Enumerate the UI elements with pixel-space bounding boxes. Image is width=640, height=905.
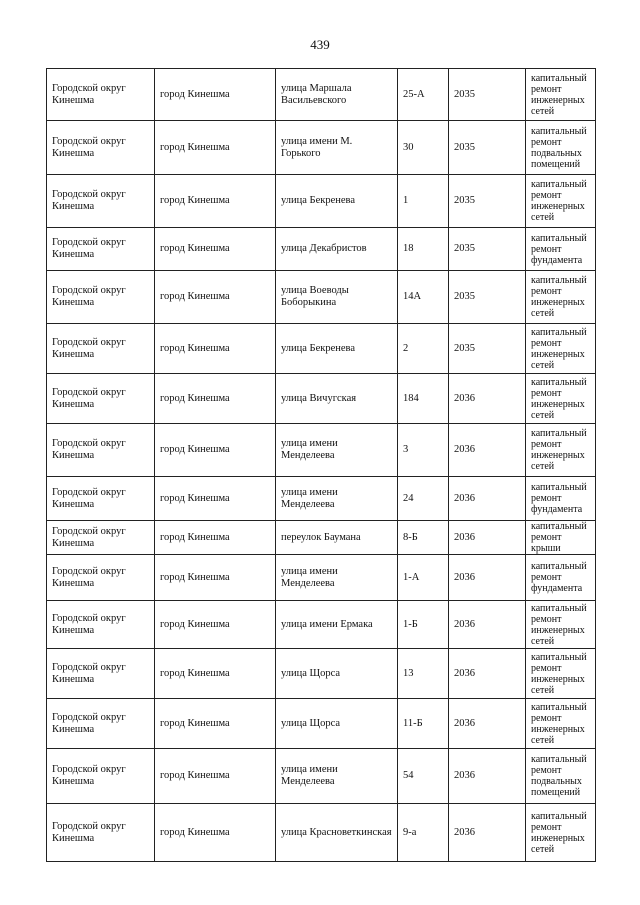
table-row (47, 804, 596, 862)
table-row (47, 424, 596, 477)
table-row (47, 175, 596, 228)
cell-work-type: капитальный ремонт инженерных сетей (526, 649, 596, 699)
table-row (47, 649, 596, 699)
cell-locality: город Кинешма (155, 374, 276, 424)
cell-year: 2035 (449, 228, 526, 271)
cell-work-type: капитальный ремонт фундамента (526, 555, 596, 601)
cell-house-number: 1 (398, 175, 449, 228)
cell-house-number: 2 (398, 324, 449, 374)
table-row (47, 601, 596, 649)
cell-locality: город Кинешма (155, 649, 276, 699)
cell-work-type: капитальный ремонт инженерных сетей (526, 374, 596, 424)
table-row (47, 477, 596, 521)
cell-house-number: 25-А (398, 69, 449, 121)
table-row (47, 69, 596, 121)
cell-house-number: 14А (398, 271, 449, 324)
cell-street: улица имени Менделеева (276, 555, 398, 601)
cell-work-type: капитальный ремонт инженерных сетей (526, 601, 596, 649)
table-row (47, 555, 596, 601)
cell-locality: город Кинешма (155, 271, 276, 324)
cell-district: Городской округ Кинешма (47, 424, 155, 477)
cell-locality: город Кинешма (155, 601, 276, 649)
cell-work-type: капитальный ремонт инженерных сетей (526, 424, 596, 477)
cell-district: Городской округ Кинешма (47, 121, 155, 175)
cell-street: улица имени Менделеева (276, 477, 398, 521)
cell-work-type: капитальный ремонт подвальных помещений (526, 121, 596, 175)
cell-year: 2036 (449, 424, 526, 477)
cell-locality: город Кинешма (155, 69, 276, 121)
cell-street: улица Красноветкинская (276, 804, 398, 862)
cell-work-type: капитальный ремонт инженерных сетей (526, 69, 596, 121)
cell-district: Городской округ Кинешма (47, 649, 155, 699)
cell-house-number: 54 (398, 749, 449, 804)
cell-locality: город Кинешма (155, 699, 276, 749)
cell-house-number: 11-Б (398, 699, 449, 749)
cell-year: 2036 (449, 699, 526, 749)
cell-year: 2035 (449, 121, 526, 175)
cell-street: переулок Баумана (276, 521, 398, 555)
cell-district: Городской округ Кинешма (47, 804, 155, 862)
cell-street: улица Воеводы Боборыкина (276, 271, 398, 324)
cell-district: Городской округ Кинешма (47, 228, 155, 271)
cell-year: 2036 (449, 649, 526, 699)
cell-work-type: капитальный ремонт инженерных сетей (526, 804, 596, 862)
cell-year: 2036 (449, 477, 526, 521)
cell-street: улица имени Менделеева (276, 749, 398, 804)
cell-street: улица Декабристов (276, 228, 398, 271)
cell-year: 2036 (449, 374, 526, 424)
table-body (47, 69, 596, 862)
cell-year: 2036 (449, 521, 526, 555)
cell-locality: город Кинешма (155, 424, 276, 477)
cell-district: Городской округ Кинешма (47, 699, 155, 749)
cell-street: улица имени Ермака (276, 601, 398, 649)
cell-street: улица Маршала Васильевского (276, 69, 398, 121)
cell-street: улица имени М. Горького (276, 121, 398, 175)
table-row (47, 228, 596, 271)
cell-locality: город Кинешма (155, 324, 276, 374)
cell-year: 2035 (449, 69, 526, 121)
repair-plan-table (46, 68, 596, 862)
cell-locality: город Кинешма (155, 555, 276, 601)
cell-district: Городской округ Кинешма (47, 69, 155, 121)
cell-district: Городской округ Кинешма (47, 477, 155, 521)
cell-year: 2036 (449, 749, 526, 804)
cell-house-number: 184 (398, 374, 449, 424)
table-row (47, 374, 596, 424)
cell-street: улица Вичугская (276, 374, 398, 424)
cell-district: Городской округ Кинешма (47, 521, 155, 555)
cell-house-number: 3 (398, 424, 449, 477)
cell-year: 2035 (449, 175, 526, 228)
table-row (47, 271, 596, 324)
cell-locality: город Кинешма (155, 477, 276, 521)
cell-work-type: капитальный ремонт инженерных сетей (526, 699, 596, 749)
cell-work-type: капитальный ремонт фундамента (526, 477, 596, 521)
cell-district: Городской округ Кинешма (47, 175, 155, 228)
cell-work-type: капитальный ремонт инженерных сетей (526, 324, 596, 374)
cell-street: улица Щорса (276, 649, 398, 699)
page-number: 439 (310, 37, 330, 52)
cell-work-type: капитальный ремонт инженерных сетей (526, 271, 596, 324)
cell-house-number: 1-Б (398, 601, 449, 649)
table-row (47, 699, 596, 749)
cell-house-number: 24 (398, 477, 449, 521)
cell-year: 2036 (449, 601, 526, 649)
cell-house-number: 18 (398, 228, 449, 271)
table-row (47, 121, 596, 175)
cell-year: 2036 (449, 804, 526, 862)
cell-district: Городской округ Кинешма (47, 749, 155, 804)
cell-work-type: капитальный ремонт подвальных помещений (526, 749, 596, 804)
cell-locality: город Кинешма (155, 804, 276, 862)
table-row (47, 521, 596, 555)
cell-district: Городской округ Кинешма (47, 555, 155, 601)
cell-house-number: 1-А (398, 555, 449, 601)
cell-locality: город Кинешма (155, 121, 276, 175)
cell-house-number: 8-Б (398, 521, 449, 555)
cell-house-number: 30 (398, 121, 449, 175)
cell-street: улица Бекренева (276, 324, 398, 374)
cell-locality: город Кинешма (155, 175, 276, 228)
table-row (47, 324, 596, 374)
cell-work-type: капитальный ремонт крыши (526, 521, 596, 555)
cell-work-type: капитальный ремонт фундамента (526, 228, 596, 271)
cell-district: Городской округ Кинешма (47, 374, 155, 424)
cell-year: 2036 (449, 555, 526, 601)
cell-locality: город Кинешма (155, 749, 276, 804)
cell-year: 2035 (449, 324, 526, 374)
cell-district: Городской округ Кинешма (47, 324, 155, 374)
cell-street: улица имени Менделеева (276, 424, 398, 477)
cell-house-number: 13 (398, 649, 449, 699)
cell-district: Городской округ Кинешма (47, 601, 155, 649)
cell-district: Городской округ Кинешма (47, 271, 155, 324)
cell-locality: город Кинешма (155, 228, 276, 271)
cell-locality: город Кинешма (155, 521, 276, 555)
cell-street: улица Бекренева (276, 175, 398, 228)
cell-street: улица Щорса (276, 699, 398, 749)
cell-house-number: 9-а (398, 804, 449, 862)
cell-work-type: капитальный ремонт инженерных сетей (526, 175, 596, 228)
cell-year: 2035 (449, 271, 526, 324)
table-row (47, 749, 596, 804)
